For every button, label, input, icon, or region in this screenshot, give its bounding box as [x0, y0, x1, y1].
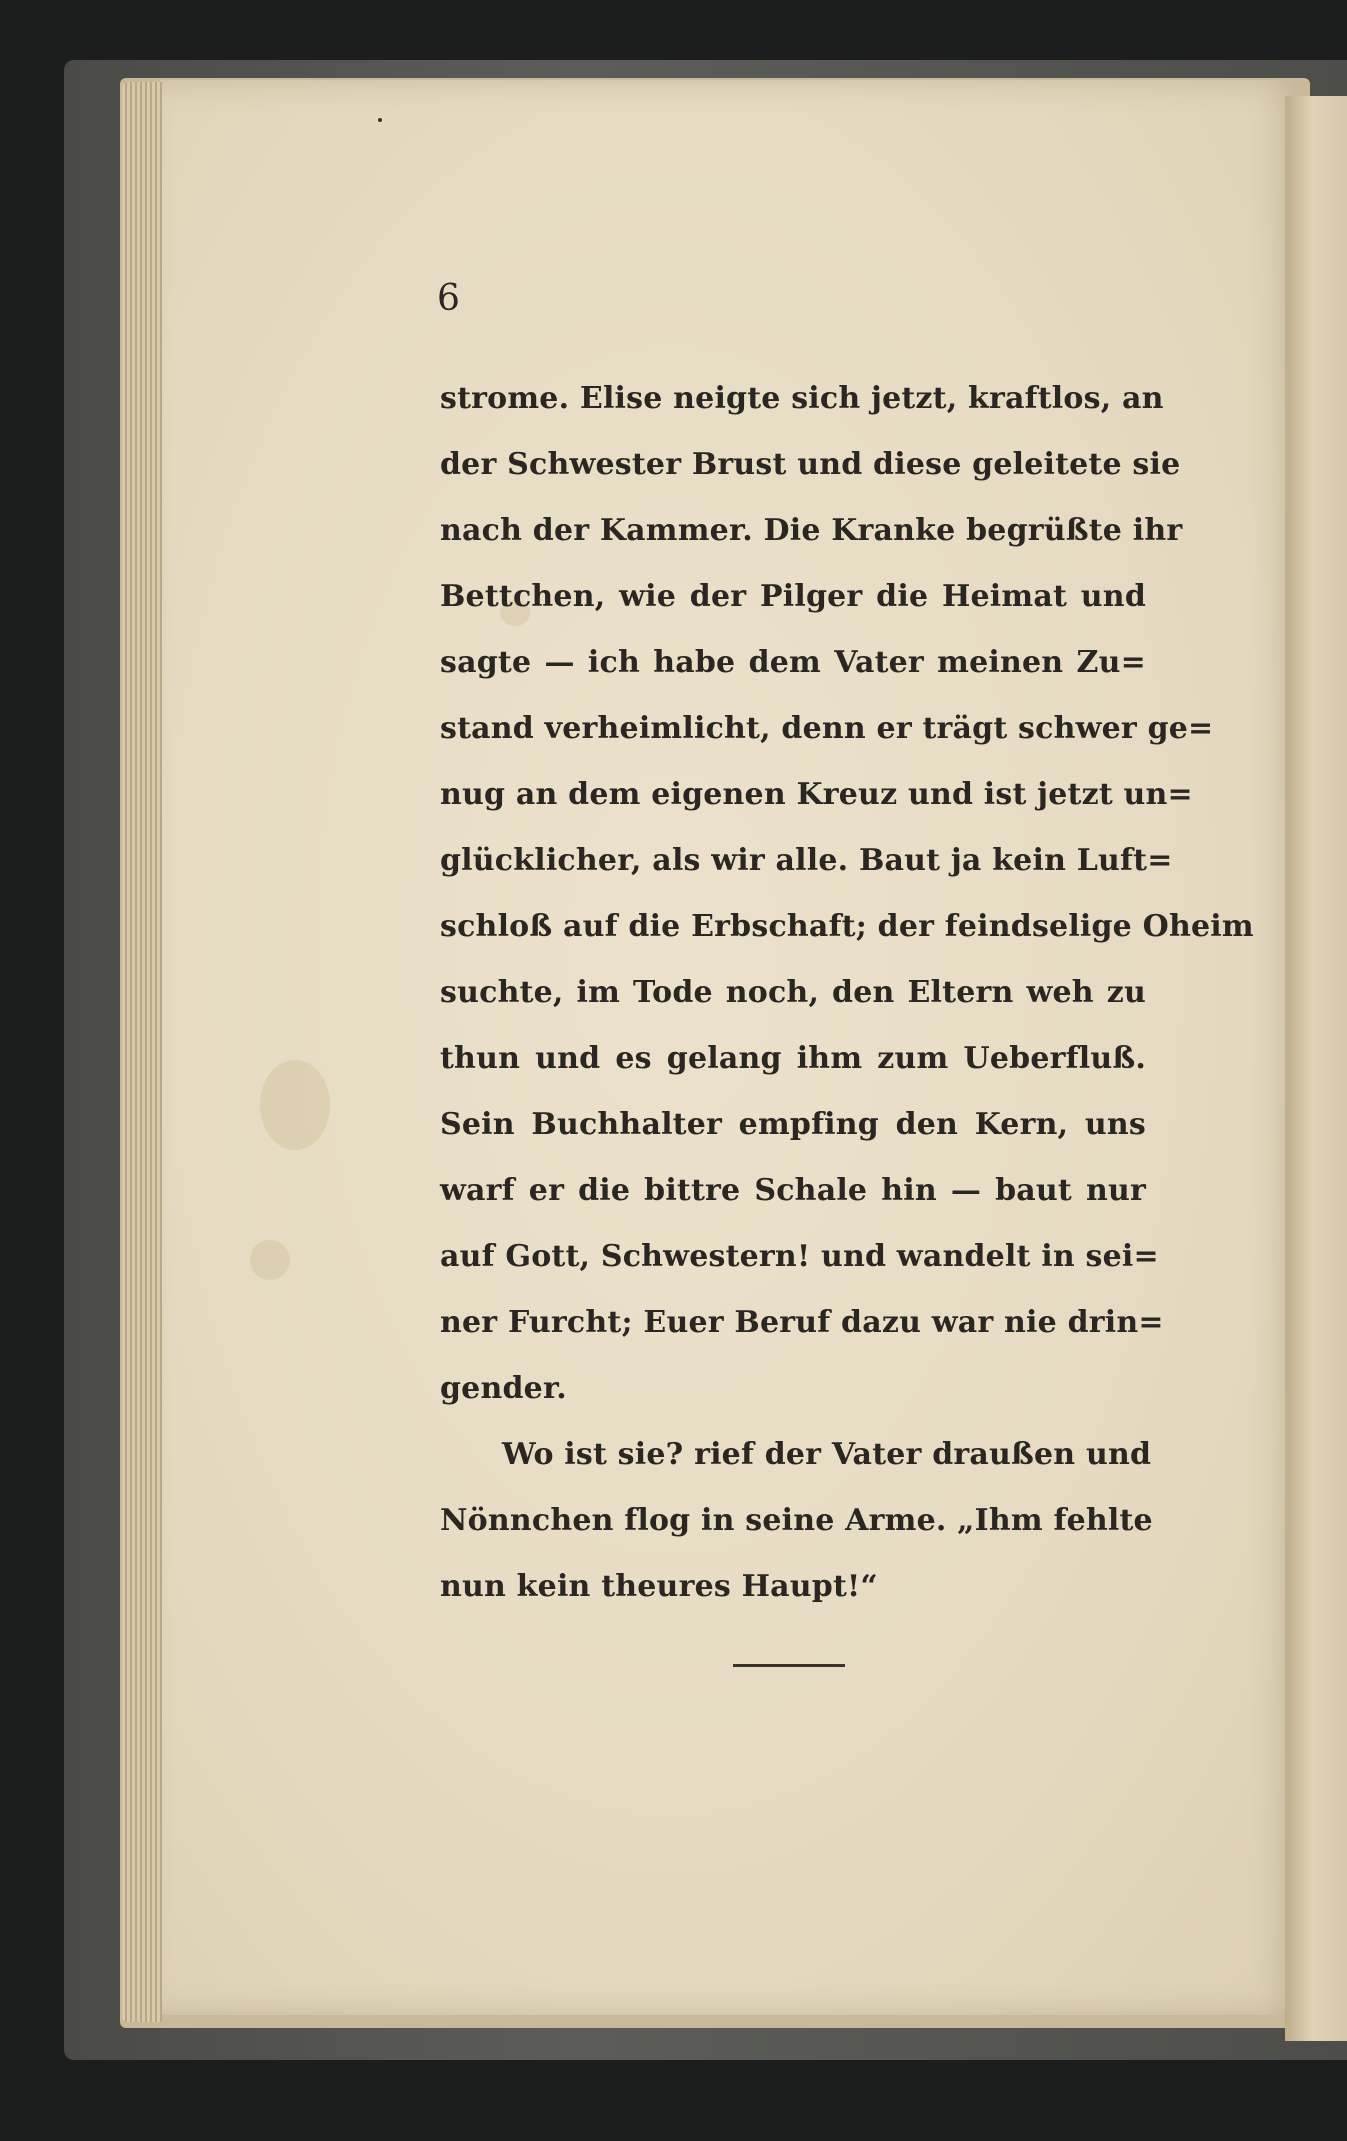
text-line: suchte, im Tode noch, den Eltern weh zu [440, 975, 1146, 1010]
text-line: warf er die bittre Schale hin — baut nur [440, 1173, 1146, 1208]
text-line: sagte — ich habe dem Vater meinen Zu= [440, 645, 1146, 680]
text-line: auf Gott, Schwestern! und wandelt in sei= [440, 1239, 1159, 1274]
text-line: der Schwester Brust und diese geleitete sie [440, 447, 1181, 482]
text-line: nun kein theures Haupt!“ [440, 1569, 878, 1604]
text-line: Nönnchen flog in seine Arme. „Ihm fehlte [440, 1503, 1153, 1538]
text-line: nach der Kammer. Die Kranke begrüßte ihr [440, 513, 1183, 548]
stain [260, 1060, 330, 1150]
stain [250, 1240, 290, 1280]
text-line: gender. [440, 1371, 567, 1406]
body-text [440, 366, 1254, 1620]
page-edges [122, 82, 162, 2022]
text-line: nug an dem eigenen Kreuz und ist jetzt un= [440, 777, 1193, 812]
page-mark [378, 118, 382, 122]
text-line: strome. Elise neigte sich jetzt, kraftlos, an [440, 381, 1164, 416]
text-line: ner Furcht; Euer Beruf dazu war nie drin= [440, 1305, 1164, 1340]
text-line: Sein Buchhalter empfing den Kern, uns [440, 1107, 1146, 1142]
text-line: thun und es gelang ihm zum Ueberfluß. [440, 1041, 1146, 1076]
text-line: schloß auf die Erbschaft; der feindselige Oheim [440, 909, 1254, 944]
end-rule [733, 1664, 845, 1667]
text-line: glücklicher, als wir alle. Baut ja kein Luft= [440, 843, 1173, 878]
page-number: 6 [437, 278, 460, 319]
text-line: Wo ist sie? rief der Vater draußen und [502, 1437, 1152, 1472]
text-line: stand verheimlicht, denn er trägt schwer ge= [440, 711, 1214, 746]
text-line: Bettchen, wie der Pilger die Heimat und [440, 579, 1146, 614]
next-page-edge [1285, 96, 1347, 2041]
